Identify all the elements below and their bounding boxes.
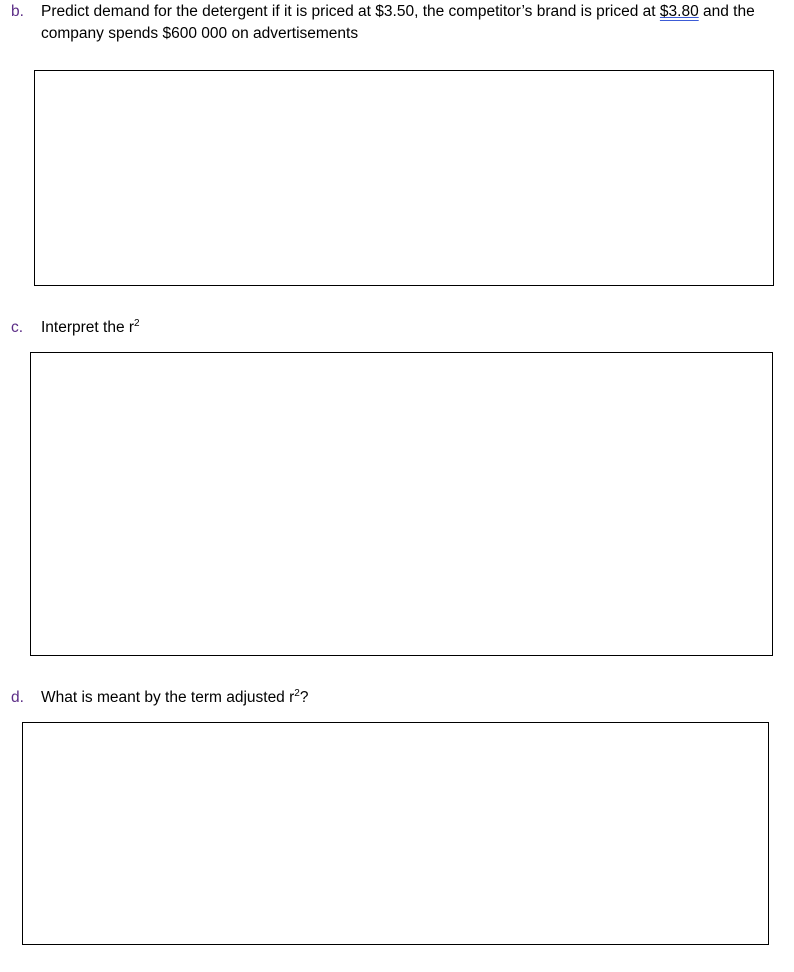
question-b: [11, 1, 784, 45]
question-c-text: [41, 317, 784, 339]
question-d-superscript: 2: [294, 687, 300, 699]
question-b-letter: b.: [11, 3, 24, 20]
question-c-text-main: Interpret the r: [41, 319, 135, 336]
question-c: [11, 317, 784, 339]
question-d-suffix: ?: [299, 689, 309, 706]
answer-box-c[interactable]: [30, 352, 773, 656]
question-d-letter: d.: [11, 689, 24, 706]
answer-box-b[interactable]: [34, 70, 774, 286]
question-b-text-part1: Predict demand for the detergent if it is priced at $3.50, the competitor’s brand is priced at: [41, 3, 660, 20]
question-c-letter: c.: [11, 319, 24, 336]
question-c-superscript: 2: [134, 317, 140, 329]
question-b-text-part2: and the company spends $600 000 on advertisements: [41, 3, 755, 42]
question-b-text: [41, 1, 784, 45]
question-d-text-main: What is meant by the term adjusted r: [41, 689, 295, 706]
question-d: [11, 687, 784, 709]
question-b-spellcheck-underlined: $3.80: [659, 3, 699, 20]
answer-box-d[interactable]: [22, 722, 769, 945]
question-d-text: [41, 687, 784, 709]
